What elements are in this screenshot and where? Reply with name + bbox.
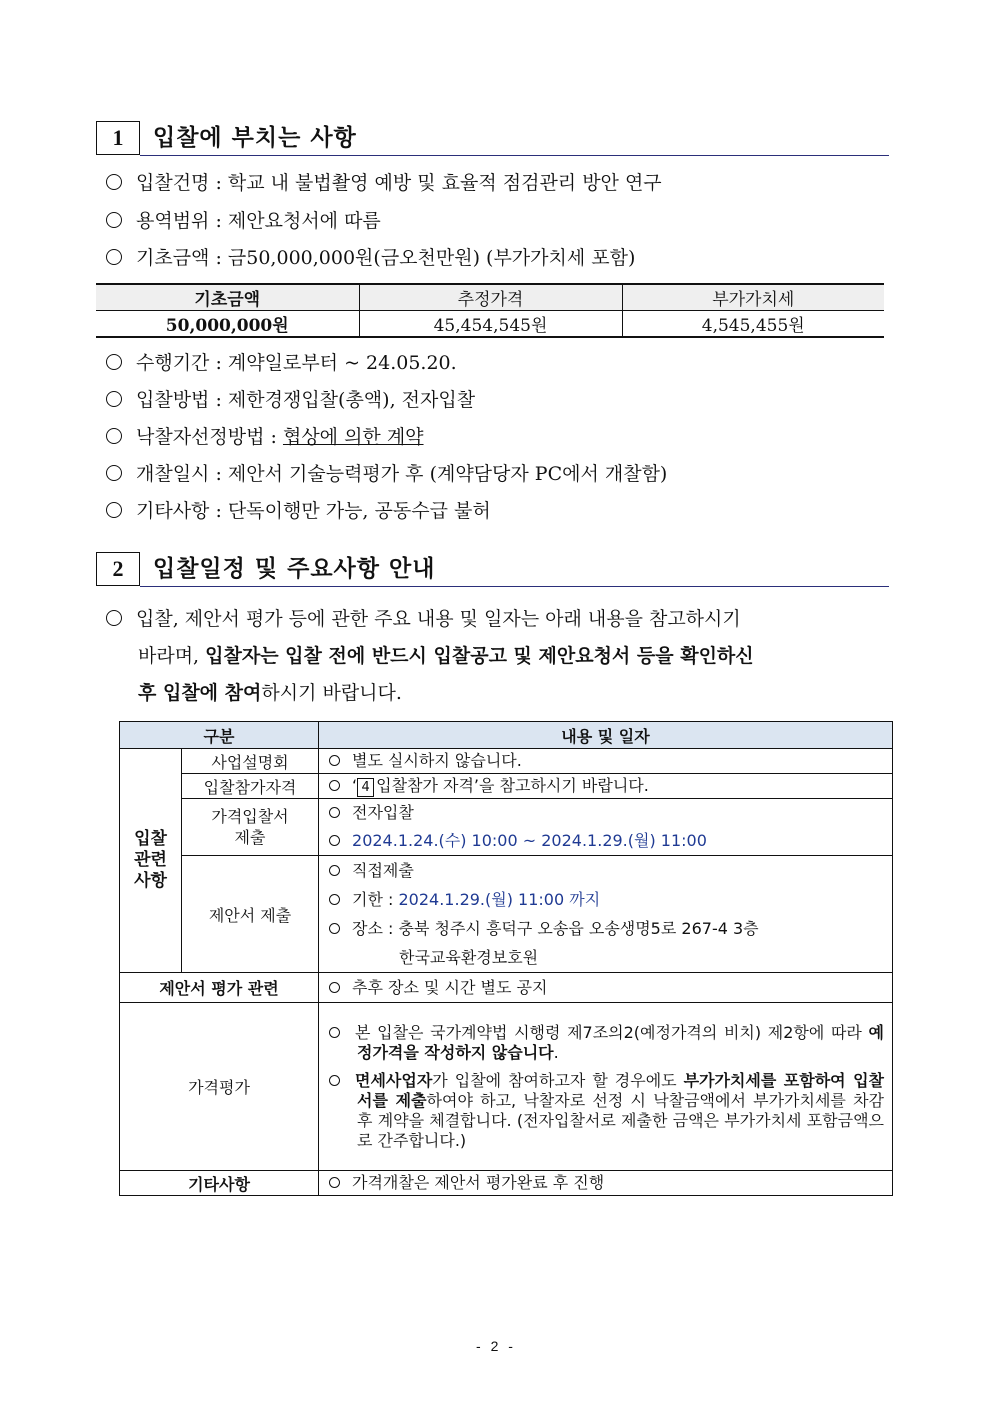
circle-bullet-icon <box>329 807 340 818</box>
text-price-eval-2: 면세사업자가 입찰에 참여하고자 할 경우에도 부가가치세를 포함하여 입찰서를 제출하여야 하고, 낙찰자로 선정 시 낙찰금액에서 부가가치세를 차감 후 계약을 체결합니다. (전자입찰서로 제출한 금액은 부가가치세 포함금액으로 간주합니다.) <box>319 1071 892 1151</box>
circle-bullet-icon <box>329 982 340 993</box>
circle-bullet-icon <box>329 780 340 791</box>
section-number-2: 2 <box>96 552 140 586</box>
row-price-submit <box>120 799 893 856</box>
circle-bullet-icon <box>329 1027 340 1038</box>
circle-bullet-icon <box>106 428 122 444</box>
amount-table-header <box>96 284 884 311</box>
row-other <box>120 1171 893 1196</box>
boxed-section-number: 4 <box>357 778 374 797</box>
section-title-2: 입찰일정 및 주요사항 안내 <box>153 556 436 582</box>
circle-bullet-icon <box>106 465 122 481</box>
amount-value-estimated: 45,454,545원 <box>359 311 622 338</box>
header-category: 구분 <box>120 722 319 749</box>
text-price-submit-1: 전자입찰 <box>319 799 892 827</box>
amount-value-vat: 4,545,455원 <box>622 311 884 338</box>
circle-bullet-icon <box>106 249 122 265</box>
text-qualification: ‘ 4 입찰참가 자격’을 참고하시기 바랍니다. <box>319 774 892 798</box>
circle-bullet-icon <box>329 923 340 934</box>
text-price-submit-date: 2024.1.24.(수) 10:00 ~ 2024.1.29.(월) 11:00 <box>319 827 892 855</box>
row-price-evaluation <box>120 1003 893 1171</box>
item-opening-date: 개찰일시 : 제안서 기술능력평가 후 (계약담당자 PC에서 개찰함) <box>106 459 667 486</box>
section-number-1: 1 <box>96 121 140 155</box>
circle-bullet-icon <box>329 835 340 846</box>
amount-table <box>96 283 884 338</box>
label-evaluation: 제안서 평가 관련 <box>120 973 319 1003</box>
label-price-evaluation: 가격평가 <box>120 1003 319 1171</box>
circle-bullet-icon <box>106 354 122 370</box>
section-title-1: 입찰에 부치는 사항 <box>153 125 357 151</box>
item-other: 기타사항 : 단독이행만 가능, 공동수급 불허 <box>106 496 491 523</box>
circle-bullet-icon <box>106 212 122 228</box>
row-briefing <box>120 749 893 774</box>
section-rule-1 <box>140 155 889 156</box>
label-price-submit: 가격입찰서 제출 <box>182 799 319 856</box>
item-bid-name: 입찰건명 : 학교 내 불법촬영 예방 및 효율적 점검관리 방안 연구 <box>106 168 662 195</box>
text-evaluation: 추후 장소 및 시간 별도 공지 <box>319 976 892 1000</box>
row-qualification <box>120 774 893 799</box>
row-evaluation <box>120 973 893 1003</box>
circle-bullet-icon <box>106 610 122 626</box>
label-qualification: 입찰참가자격 <box>182 774 319 799</box>
amount-header-estimated: 추정가격 <box>359 284 622 311</box>
intro-line-3: 후 입찰에 참여하시기 바랍니다. <box>138 682 402 704</box>
label-briefing: 사업설명회 <box>182 749 319 774</box>
circle-bullet-icon <box>106 502 122 518</box>
schedule-table <box>119 721 893 1196</box>
text-other: 가격개찰은 제안서 평가완료 후 진행 <box>319 1171 892 1195</box>
item-period: 수행기간 : 계약일로부터 ~ 24.05.20. <box>106 348 457 375</box>
circle-bullet-icon <box>329 894 340 905</box>
item-bid-method: 입찰방법 : 제한경쟁입찰(총액), 전자입찰 <box>106 385 475 412</box>
label-proposal-submit: 제안서 제출 <box>182 856 319 973</box>
text-proposal-deadline: 기한 : 2024.1.29.(월) 11:00 까지 <box>319 885 892 914</box>
circle-bullet-icon <box>106 391 122 407</box>
amount-table-row <box>96 311 884 338</box>
row-proposal-submit <box>120 856 893 973</box>
circle-bullet-icon <box>329 1075 340 1086</box>
label-other: 기타사항 <box>120 1171 319 1196</box>
text-proposal-place-org: 한국교육환경보호원 <box>399 948 539 967</box>
amount-value-base: 50,000,000원 <box>96 311 359 338</box>
item-winner-selection: 낙찰자선정방법 : 협상에 의한 계약 <box>106 422 424 449</box>
amount-header-vat: 부가가치세 <box>622 284 884 311</box>
text-proposal-method: 직접제출 <box>319 856 892 885</box>
text-price-eval-1: 본 입찰은 국가계약법 시행령 제7조의2(예정가격의 비치) 제2항에 따라 예정가격을 작성하지 않습니다. <box>319 1023 892 1063</box>
intro-line-2: 바라며, 입찰자는 입찰 전에 반드시 입찰공고 및 제안요청서 등을 확인하신 <box>138 645 754 667</box>
group-label-bid: 입찰 관련 사항 <box>120 749 182 973</box>
circle-bullet-icon <box>329 865 340 876</box>
header-content: 내용 및 일자 <box>319 722 893 749</box>
item-service-scope: 용역범위 : 제안요청서에 따름 <box>106 206 381 233</box>
circle-bullet-icon <box>106 174 122 190</box>
page-number: - 2 - <box>476 1338 516 1354</box>
intro-line-1: 입찰, 제안서 평가 등에 관한 주요 내용 및 일자는 아래 내용을 참고하시기 <box>106 604 741 631</box>
text-proposal-place: 장소 : 충북 청주시 흥덕구 오송읍 오송생명5로 267-4 3층 <box>319 914 892 943</box>
circle-bullet-icon <box>329 755 340 766</box>
text-briefing: 별도 실시하지 않습니다. <box>319 749 892 773</box>
circle-bullet-icon <box>329 1177 340 1188</box>
item-base-amount: 기초금액 : 금50,000,000원(금오천만원) (부가가치세 포함) <box>106 243 635 270</box>
amount-header-base: 기초금액 <box>96 284 359 311</box>
section-rule-2 <box>140 586 889 587</box>
schedule-table-header <box>120 722 893 749</box>
